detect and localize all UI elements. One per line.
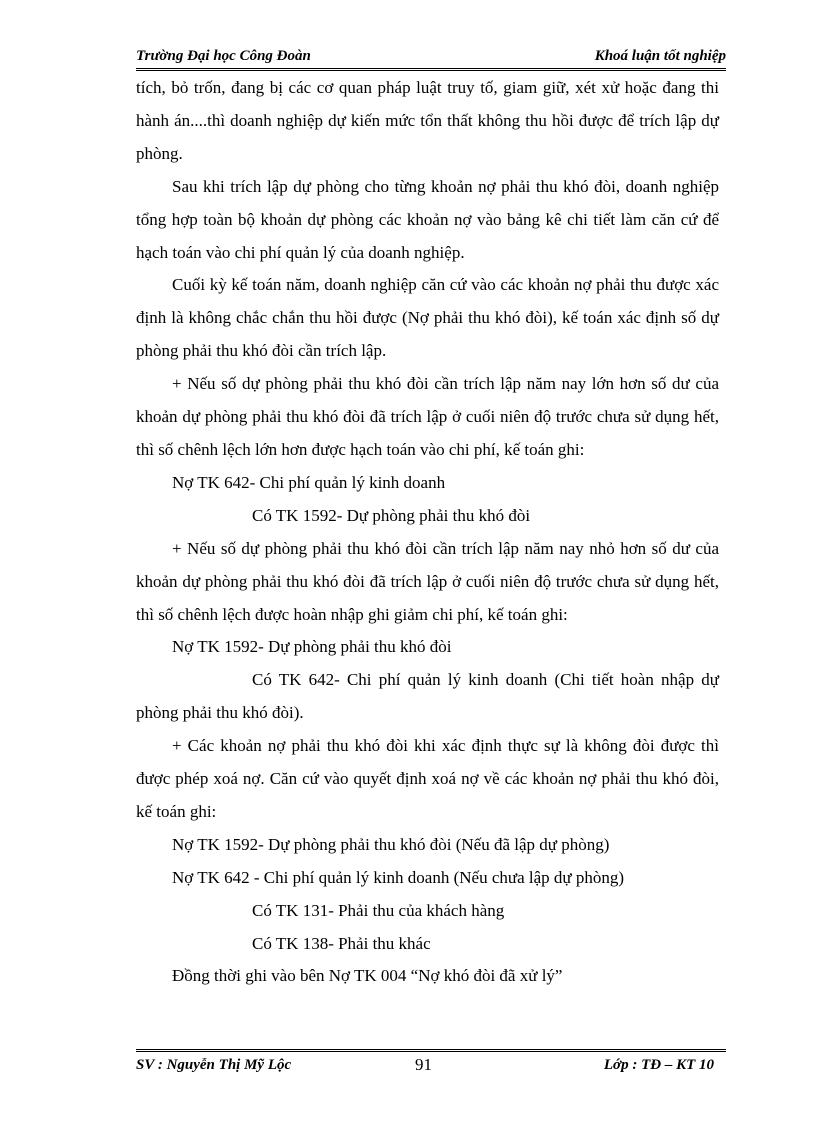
footer-student: SV : Nguyễn Thị Mỹ Lộc (136, 1057, 292, 1073)
paragraph-write-off: + Các khoản nợ phải thu khó đòi khi xác định thực sự là không đòi được thì được phép xoá nợ. Căn cứ vào quyết định xoá nợ về các khoản nợ phải thu khó đòi, kế toán ghi: (136, 736, 719, 821)
header-school: Trường Đại học Công Đoàn (136, 48, 311, 64)
paragraph-year-end: Cuối kỳ kế toán năm, doanh nghiệp căn cứ vào các khoản nợ phải thu được xác định là không chắc chắn thu hồi được (Nợ phải thu khó đòi), kế toán xác định số dự phòng phải thu khó đòi cần trích lập. (136, 275, 719, 361)
journal-entry-credit: Có TK 642- Chi phí quản lý kinh doanh (Chi tiết hoàn nhập dự phòng phải thu khó đòi). (136, 670, 719, 723)
footer-class: Lớp : TĐ – KT 10 (603, 1057, 714, 1073)
header-doc-type: Khoá luận tốt nghiệp (594, 48, 726, 64)
paragraph-continuation: tích, bỏ trốn, đang bị các cơ quan pháp luật truy tố, giam giữ, xét xử hoặc đang thi hành án....thì doanh nghiệp dự kiến mức tổn thất không thu hồi được để trích lập dự phòng. (136, 78, 719, 163)
page-header (136, 48, 726, 71)
journal-entry-debit: Nợ TK 642- Chi phí quản lý kinh doanh (172, 472, 446, 492)
footer-rule (136, 1049, 726, 1052)
page-number: 91 (415, 1055, 432, 1074)
journal-entry-debit: Nợ TK 1592- Dự phòng phải thu khó đòi (172, 637, 452, 657)
journal-entry-credit: Có TK 1592- Dự phòng phải thu khó đòi (252, 505, 531, 525)
page-body (136, 72, 719, 993)
journal-entry-debit: Nợ TK 642 - Chi phí quản lý kinh doanh (Nếu chưa lập dự phòng) (172, 867, 625, 887)
paragraph-case-decrease: + Nếu số dự phòng phải thu khó đòi cần trích lập năm nay nhỏ hơn số dư của khoản dự phòng phải thu khó đòi đã trích lập ở cuối niên độ trước chưa sử dụng hết, thì số chênh lệch được hoàn nhập ghi giảm chi phí, kế toán ghi: (136, 538, 719, 624)
journal-entry-credit: Có TK 138- Phải thu khác (252, 933, 431, 953)
journal-entry-memo: Đồng thời ghi vào bên Nợ TK 004 “Nợ khó đòi đã xử lý” (172, 966, 563, 986)
paragraph-case-increase: + Nếu số dự phòng phải thu khó đòi cần trích lập năm nay lớn hơn số dư của khoản dự phòng phải thu khó đòi đã trích lập ở cuối niên độ trước chưa sử dụng hết, thì số chênh lệch lớn hơn được hạch toán vào chi phí, kế toán ghi: (136, 374, 719, 459)
journal-entry-debit: Nợ TK 1592- Dự phòng phải thu khó đòi (Nếu đã lập dự phòng) (172, 834, 610, 854)
page-footer (136, 1055, 714, 1077)
journal-entry-credit: Có TK 131- Phải thu của khách hàng (252, 900, 505, 920)
paragraph-summary: Sau khi trích lập dự phòng cho từng khoản nợ phải thu khó đòi, doanh nghiệp tổng hợp toàn bộ khoản dự phòng các khoản nợ vào bảng kê chi tiết làm căn cứ để hạch toán vào chi phí quản lý của doanh nghiệp. (136, 176, 719, 262)
